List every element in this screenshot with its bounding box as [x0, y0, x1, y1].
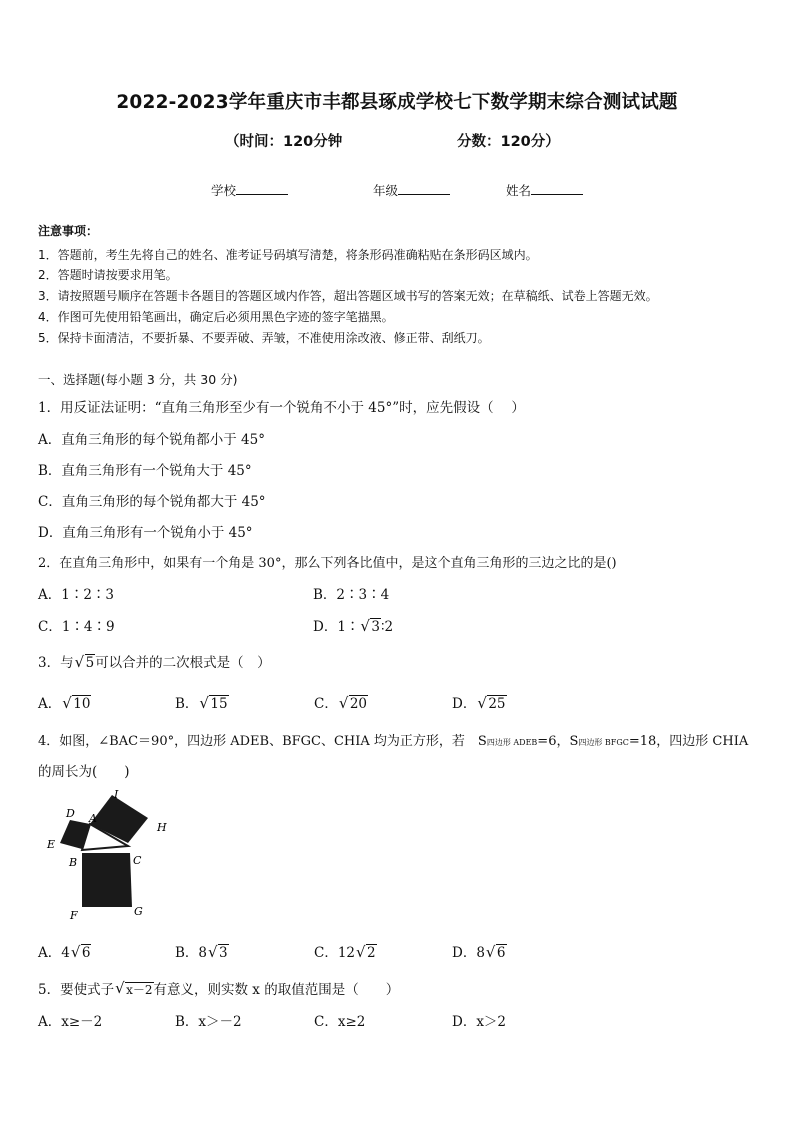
section-heading: 一、选择题(每小题 3 分，共 30 分) [38, 372, 238, 387]
school-field[interactable]: 学校 [211, 181, 288, 199]
question-1-option-d[interactable]: D．直角三角形有一个锐角小于 45° [38, 525, 253, 541]
note-item: 2．答题时请按要求用笔。 [38, 268, 178, 282]
label-a: A [89, 812, 97, 825]
question-2-option-b[interactable]: B．2∶3∶4 [313, 587, 390, 603]
label-b: B [69, 856, 78, 869]
question-3-option-b[interactable]: B．√ 15 [175, 692, 229, 712]
question-4-stem: 4．如图，∠BAC＝90°，四边形 ADEB、BFGC、CHIA 均为正方形，若 S四边形 ADEB=6，S四边形 BFGC=18，四边形 CHIA [38, 734, 749, 749]
question-5-stem: 5．要使式子√ x－2有意义，则实数 x 的取值范围是（ ） [38, 978, 399, 998]
question-4-stem-line2: 的周长为( ) [38, 764, 130, 780]
question-2-stem: 2．在直角三角形中，如果有一个角是 30°，那么下列各比值中，是这个直角三角形的三边之比的是() [38, 556, 617, 571]
square-bfgc [82, 853, 132, 907]
notes-heading: 注意事项： [38, 224, 99, 238]
question-4-option-d[interactable]: D．8√ 6 [452, 941, 507, 961]
label-d: D [66, 807, 75, 820]
question-4-option-c[interactable]: C．12√ 2 [314, 941, 377, 961]
question-3-option-c[interactable]: C．√ 20 [314, 692, 368, 712]
page-title: 2022-2023学年重庆市丰都县琢成学校七下数学期末综合测试试题 [116, 92, 678, 113]
name-field[interactable]: 姓名 [506, 181, 583, 199]
label-e: E [47, 838, 56, 851]
question-2-option-d[interactable]: D．1∶√ 3∶2 [313, 615, 393, 635]
question-5-option-c[interactable]: C．x≥2 [314, 1014, 366, 1030]
question-1-stem: 1．用反证法证明：“直角三角形至少有一个锐角不小于 45°”时，应先假设（ ） [38, 400, 525, 416]
note-item: 1．答题前，考生先将自己的姓名、准考证号码填写清楚，将条形码准确粘贴在条形码区域内。 [38, 248, 538, 262]
question-2-option-a[interactable]: A．1∶2∶3 [38, 587, 115, 603]
label-f: F [70, 909, 78, 921]
label-c: C [133, 854, 142, 867]
note-item: 5．保持卡面清洁，不要折暴、不要弄破、弄皱，不准使用涂改液、修正带、刮纸刀。 [38, 331, 490, 345]
question-4-option-a[interactable]: A．4√ 6 [38, 941, 91, 961]
note-item: 3．请按照题号顺序在答题卡各题目的答题区域内作答，超出答题区域书写的答案无效；在草稿纸、试卷上答题无效。 [38, 289, 658, 303]
label-i: I [114, 788, 119, 801]
question-3-option-d[interactable]: D．√ 25 [452, 692, 507, 712]
exam-time: （时间：120分钟 [225, 134, 343, 150]
label-g: G [134, 905, 143, 918]
exam-score: 分数：120分） [457, 134, 560, 150]
question-3-option-a[interactable]: A．√ 10 [38, 692, 91, 712]
question-2-option-c[interactable]: C．1∶4∶9 [38, 619, 115, 635]
note-item: 4．作图可先使用铅笔画出，确定后必须用黑色字迹的签字笔描黑。 [38, 310, 394, 324]
question-5-option-a[interactable]: A．x≥－2 [38, 1014, 103, 1030]
question-1-option-c[interactable]: C．直角三角形的每个锐角都大于 45° [38, 494, 266, 510]
squares-figure [44, 786, 184, 921]
question-5-option-b[interactable]: B．x＞－2 [175, 1014, 242, 1030]
grade-field[interactable]: 年级 [373, 181, 450, 199]
question-3-stem: 3．与√ 5可以合并的二次根式是（ ） [38, 651, 271, 671]
question-1-option-b[interactable]: B．直角三角形有一个锐角大于 45° [38, 463, 252, 479]
question-5-option-d[interactable]: D．x＞2 [452, 1014, 507, 1030]
label-h: H [157, 821, 167, 834]
question-4-option-b[interactable]: B．8√ 3 [175, 941, 229, 961]
question-1-option-a[interactable]: A．直角三角形的每个锐角都小于 45° [38, 432, 265, 448]
